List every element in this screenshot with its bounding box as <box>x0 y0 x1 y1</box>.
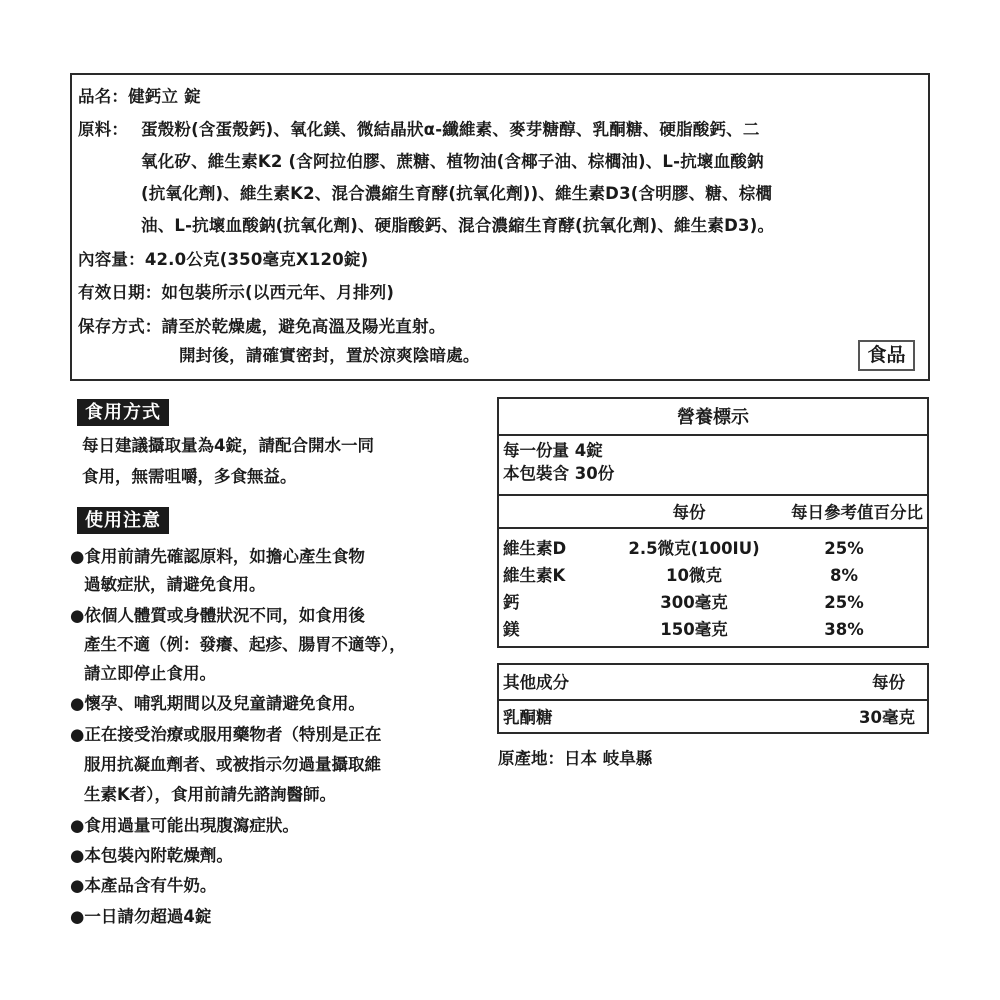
content-value: 42.0公克(350毫克X120錠) <box>144 250 369 269</box>
usage-line-2: 食用，無需咀嚼，多食無益。 <box>82 467 297 486</box>
servings-per-pack: 本包裝含 30份 <box>503 464 615 483</box>
food-badge: 食品 <box>858 340 915 371</box>
caution-item-cont: 請立即停止食用。 <box>84 664 216 683</box>
cautions-title: 使用注意 <box>77 507 169 534</box>
col-per-serving: 每份 <box>672 503 706 522</box>
ingredients-line-4: 油、L-抗壞血酸鈉(抗氧化劑)、硬脂酸鈣、混合濃縮生育酵(抗氧化劑)、維生素D3)。 <box>141 216 775 235</box>
ingredients-line-1: 蛋殼粉(含蛋殼鈣)、氧化鎂、微結晶狀α-纖維素、麥芽糖醇、乳酮糖、硬脂酸鈣、二 <box>141 120 760 139</box>
caution-item-cont: 過敏症狀，請避免食用。 <box>84 575 266 594</box>
serving-size: 每一份量 4錠 <box>503 441 603 460</box>
product-name-label: 品名： <box>78 87 129 106</box>
bullet-icon: ● <box>70 547 85 566</box>
expiry-row <box>78 283 394 303</box>
storage-row <box>78 317 445 337</box>
caution-item: ●一日請勿超過4錠 <box>70 907 212 926</box>
col-daily-pct: 每日參考值百分比 <box>791 503 923 522</box>
caution-item: ●依個人體質或身體狀況不同，如食用後 <box>70 606 365 625</box>
bullet-icon: ● <box>70 816 85 835</box>
caution-item: ●懷孕、哺乳期間以及兒童請避免食用。 <box>70 694 365 713</box>
storage-line-2: 開封後，請確實密封，置於涼爽陰暗處。 <box>179 346 480 365</box>
caution-item: ●正在接受治療或服用藥物者（特別是正在 <box>70 725 382 744</box>
other-header-per: 每份 <box>872 673 905 692</box>
caution-item-cont: 產生不適（例：發癢、起疹、腸胃不適等）， <box>84 635 406 654</box>
content-row <box>78 250 368 270</box>
expiry-value: 如包裝所示(以西元年、月排列) <box>161 283 395 302</box>
bullet-icon: ● <box>70 907 85 926</box>
other-header-label: 其他成分 <box>503 673 569 692</box>
caution-item: ●食用過量可能出現腹瀉症狀。 <box>70 816 299 835</box>
content-label: 內容量： <box>78 250 145 269</box>
nutrition-table: 營養標示 每一份量 4錠 本包裝含 30份 每份 每日參考值百分比 維生素D 2.5微克(100IU) 25% 維生素K 10微克 8% 鈣 300毫克 25% 鎂 150毫克 38% <box>497 397 929 648</box>
bullet-icon: ● <box>70 606 85 625</box>
storage-line-1: 請至於乾燥處，避免高溫及陽光直射。 <box>161 317 446 336</box>
expiry-label: 有效日期： <box>78 283 162 302</box>
origin-value: 日本 岐阜縣 <box>564 749 653 768</box>
ingredients-label: 原料： <box>78 120 129 139</box>
bullet-icon: ● <box>70 694 85 713</box>
origin-row <box>498 749 652 769</box>
origin-label: 原產地： <box>498 749 564 768</box>
caution-item-cont: 生素K者），食用前請先諮詢醫師。 <box>84 785 337 804</box>
caution-item-cont: 服用抗凝血劑者、或被指示勿過量攝取維 <box>84 755 381 774</box>
ingredients-line-3: (抗氧化劑)、維生素K2、混合濃縮生育酵(抗氧化劑))、維生素D3(含明膠、糖、棕櫚 <box>141 184 773 203</box>
bullet-icon: ● <box>70 876 85 895</box>
other-ingredients-table: 其他成分 每份 乳酮糖 30毫克 <box>497 663 929 734</box>
bullet-icon: ● <box>70 846 85 865</box>
storage-label: 保存方式： <box>78 317 162 336</box>
caution-item: ●本產品含有牛奶。 <box>70 876 217 895</box>
ingredients-line-2: 氧化矽、維生素K2 (含阿拉伯膠、蔗糖、植物油(含椰子油、棕櫚油)、L-抗壞血酸鈉 <box>141 152 764 171</box>
product-name-value: 健鈣立 錠 <box>128 87 201 106</box>
product-name-row <box>78 87 201 107</box>
nutrition-title: 營養標示 <box>677 407 749 428</box>
bullet-icon: ● <box>70 725 85 744</box>
usage-line-1: 每日建議攝取量為4錠，請配合開水一同 <box>82 436 374 455</box>
caution-item: ●本包裝內附乾燥劑。 <box>70 846 233 865</box>
usage-title: 食用方式 <box>77 399 169 426</box>
caution-item: ●食用前請先確認原料，如擔心產生食物 <box>70 547 365 566</box>
